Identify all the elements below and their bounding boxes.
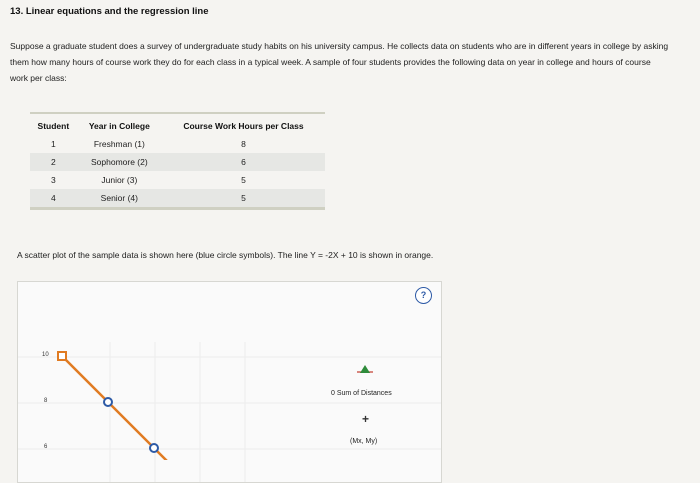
table-cell-hours: 6 xyxy=(162,153,325,171)
col-header-hours: Course Work Hours per Class xyxy=(183,121,304,131)
col-header-student: Student xyxy=(37,121,70,131)
col-header-year: Year in College xyxy=(88,121,150,131)
graph-grid xyxy=(18,282,441,482)
data-table xyxy=(30,112,325,210)
help-icon[interactable]: ? xyxy=(415,287,432,304)
graph-panel[interactable] xyxy=(17,281,442,483)
table-row xyxy=(30,135,325,153)
table-cell-student: 2 xyxy=(30,153,77,171)
table-cell-hours: 5 xyxy=(241,175,246,185)
table-cell-hours: 8 xyxy=(241,139,246,149)
table-row xyxy=(30,153,325,171)
table-row xyxy=(30,189,325,207)
question-title: 13. Linear equations and the regression line xyxy=(10,6,209,17)
table-row xyxy=(30,171,325,189)
table-cell-student: 1 xyxy=(51,139,56,149)
sum-of-distances-label: 0 Sum of Distances xyxy=(331,390,392,397)
table-cell-year: Freshman (1) xyxy=(93,139,145,149)
table-cell-hours: 5 xyxy=(162,189,325,207)
table-cell-student: 3 xyxy=(51,175,56,185)
table-cell-year: Junior (3) xyxy=(101,175,138,185)
mean-point-label: (Mx, My) xyxy=(350,438,378,445)
scatter-caption: A scatter plot of the sample data is shown here (blue circle symbols). The line Y = -2X + 10 is shown in orange. xyxy=(17,250,434,260)
table-cell-student: 4 xyxy=(30,189,77,207)
y-tick-label: 10 xyxy=(42,352,49,358)
mean-point-plus-icon[interactable]: + xyxy=(362,412,370,426)
y-tick-label: 6 xyxy=(44,444,48,450)
intro-paragraph: Suppose a graduate student does a survey of undergraduate study habits on his university campus. He collects data on students who are in different years in college by asking them how many hours of course work they do for each class in a typical week. A sample of four students provides the following data on year in college and hours of course work per class: xyxy=(10,41,669,83)
sum-distances-triangle-icon[interactable] xyxy=(357,363,373,375)
table-cell-year: Senior (4) xyxy=(77,189,162,207)
table-cell-year: Sophomore (2) xyxy=(77,153,162,171)
y-tick-label: 8 xyxy=(44,398,48,404)
